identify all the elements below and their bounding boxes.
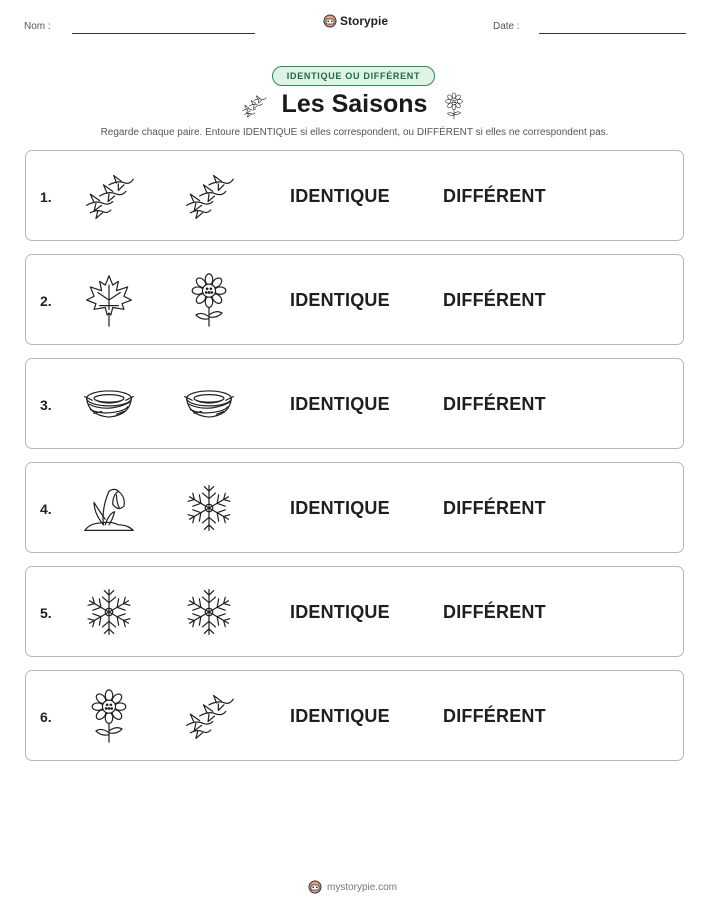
row-number: 5. xyxy=(40,605,52,621)
date-line[interactable] xyxy=(539,33,686,34)
row-number: 4. xyxy=(40,501,52,517)
identique-choice[interactable]: IDENTIQUE xyxy=(290,186,390,206)
nest-icon xyxy=(81,376,137,432)
brand-logo xyxy=(323,14,388,28)
sunflower-icon xyxy=(81,688,137,744)
pair-row xyxy=(25,462,684,553)
different-choice[interactable]: DIFFÉRENT xyxy=(443,706,546,726)
identique-choice[interactable]: IDENTIQUE xyxy=(290,498,390,518)
nest-icon xyxy=(181,376,237,432)
identique-choice[interactable]: IDENTIQUE xyxy=(290,602,390,622)
different-choice[interactable]: DIFFÉRENT xyxy=(443,290,546,310)
footer xyxy=(308,880,397,894)
pair-row xyxy=(25,566,684,657)
snowdrop-icon xyxy=(81,480,137,536)
storypie-mascot-icon xyxy=(323,14,337,28)
different-choice[interactable]: DIFFÉRENT xyxy=(443,394,546,414)
snowflake-icon xyxy=(81,584,137,640)
date-label: Date : xyxy=(493,21,520,32)
pair-row xyxy=(25,150,684,241)
row-number: 3. xyxy=(40,397,52,413)
identique-choice[interactable]: IDENTIQUE xyxy=(290,290,390,310)
row-number: 1. xyxy=(40,189,52,205)
different-choice[interactable]: DIFFÉRENT xyxy=(443,602,546,622)
identique-choice[interactable]: IDENTIQUE xyxy=(290,394,390,414)
footer-url[interactable]: mystorypie.com xyxy=(327,881,398,893)
pair-row xyxy=(25,358,684,449)
name-line[interactable] xyxy=(72,33,255,34)
brand-name: Storypie xyxy=(340,14,389,28)
name-label: Nom : xyxy=(24,21,51,32)
birds-icon xyxy=(81,168,137,224)
snowflake-icon xyxy=(181,480,237,536)
pair-row xyxy=(25,254,684,345)
maple-leaf-icon xyxy=(81,272,137,328)
worksheet-type-badge: IDENTIQUE OU DIFFÉRENT xyxy=(272,66,435,86)
sunflower-icon xyxy=(440,90,468,122)
birds-icon xyxy=(181,688,237,744)
instructions: Regarde chaque paire. Entoure IDENTIQUE si elles correspondent, ou DIFFÉRENT si elles ne correspondent pas. xyxy=(100,127,609,138)
storypie-mascot-icon xyxy=(308,880,322,894)
page-title: Les Saisons xyxy=(281,90,428,118)
pair-row xyxy=(25,670,684,761)
different-choice[interactable]: DIFFÉRENT xyxy=(443,186,546,206)
snowflake-icon xyxy=(181,584,237,640)
birds-icon xyxy=(181,168,237,224)
sunflower-icon xyxy=(181,272,237,328)
different-choice[interactable]: DIFFÉRENT xyxy=(443,498,546,518)
identique-choice[interactable]: IDENTIQUE xyxy=(290,706,390,726)
row-number: 6. xyxy=(40,709,52,725)
row-number: 2. xyxy=(40,293,52,309)
